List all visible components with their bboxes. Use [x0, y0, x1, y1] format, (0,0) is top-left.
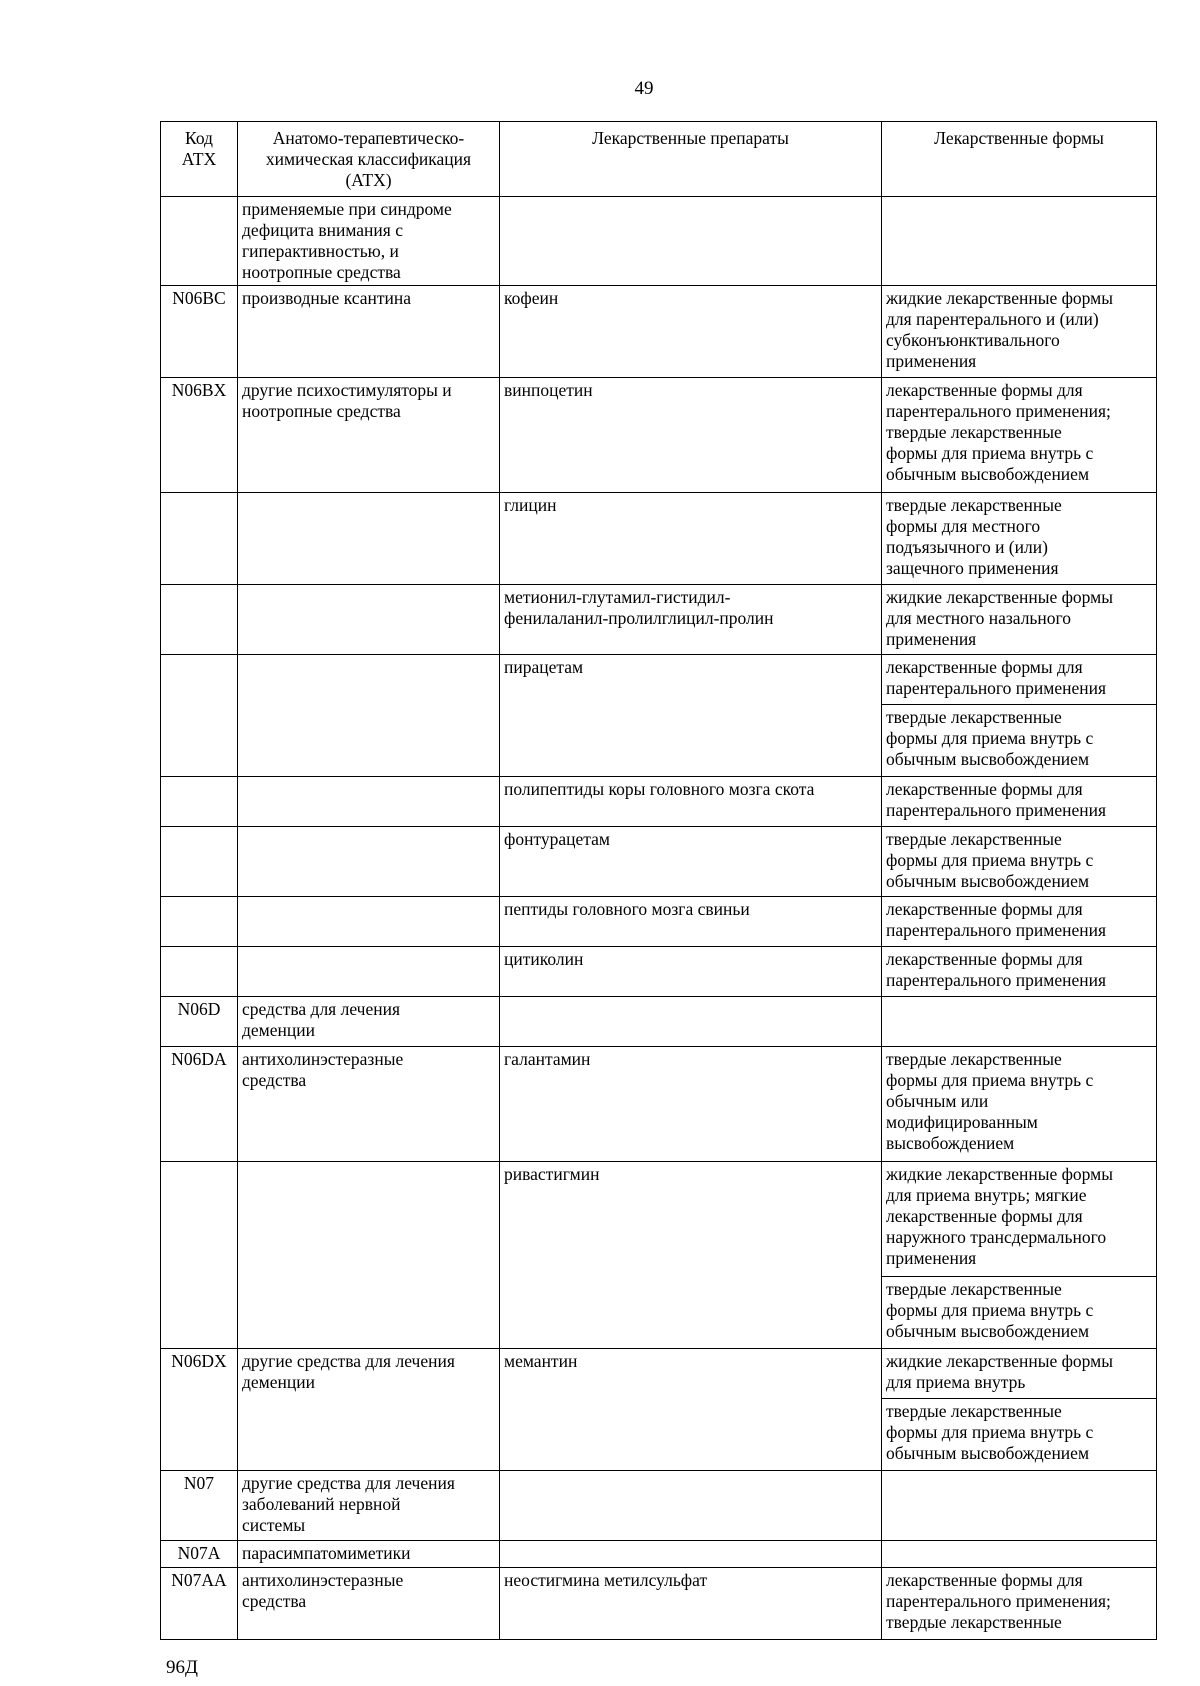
header-drugs: Лекарственные препараты [500, 122, 882, 197]
atx-code-cell: N06D [161, 997, 238, 1047]
dosage-form-cell: жидкие лекарственные формы для приема внутрь [882, 1349, 1157, 1399]
drug-name-cell: винпоцетин [500, 378, 882, 493]
header-code: Код АТХ [161, 122, 238, 197]
header-classification: Анатомо-терапевтическо-химическая классификация (АТХ) [238, 122, 500, 197]
drug-name-cell: галантамин [500, 1047, 882, 1162]
table-row [161, 827, 1157, 897]
atx-code-cell: N07AA [161, 1568, 238, 1640]
table-row [161, 286, 1157, 378]
atx-code-cell: N06BX [161, 378, 238, 493]
atx-code-cell [161, 197, 238, 286]
dosage-form-cell: лекарственные формы для парентерального применения; твердые лекарственные формы для приема внутрь с обычным высвобождением [882, 378, 1157, 493]
atx-drug-table [160, 121, 1157, 1640]
page-number: 49 [634, 78, 654, 99]
dosage-form-cell: твердые лекарственные формы для приема внутрь с обычным высвобождением [882, 1399, 1157, 1471]
drug-name-cell: пептиды головного мозга свиньи [500, 897, 882, 947]
dosage-form-cell: твердые лекарственные формы для приема внутрь с обычным высвобождением [882, 827, 1157, 897]
drug-name-cell: метионил-глутамил-гистидил- фенилаланил-пролилглицил-пролин [500, 585, 882, 655]
dosage-form-cell: жидкие лекарственные формы для парентерального и (или) субконъюнктивального применения [882, 286, 1157, 378]
dosage-form-cell: твердые лекарственные формы для приема внутрь с обычным высвобождением [882, 1277, 1157, 1349]
table-row [161, 1162, 1157, 1277]
dosage-form-cell [882, 997, 1157, 1047]
atx-code-cell: N06BC [161, 286, 238, 378]
atx-code-cell [161, 493, 238, 585]
dosage-form-cell: твердые лекарственные формы для приема внутрь с обычным высвобождением [882, 705, 1157, 777]
dosage-form-cell: твердые лекарственные формы для местного подъязычного и (или) защечного применения [882, 493, 1157, 585]
classification-cell [238, 947, 500, 997]
drug-name-cell: глицин [500, 493, 882, 585]
dosage-form-cell [882, 1541, 1157, 1568]
atx-code-cell [161, 1162, 238, 1349]
atx-code-cell: N06DX [161, 1349, 238, 1471]
atx-code-cell: N06DA [161, 1047, 238, 1162]
drug-name-cell: полипептиды коры головного мозга скота [500, 777, 882, 827]
classification-cell: другие средства для лечения заболеваний нервной системы [238, 1471, 500, 1541]
table-row [161, 197, 1157, 286]
classification-cell: применяемые при синдроме дефицита внимания с гиперактивностью, и ноотропные средства [238, 197, 500, 286]
header-forms: Лекарственные формы [882, 122, 1157, 197]
drug-name-cell: мемантин [500, 1349, 882, 1471]
classification-cell: антихолинэстеразные средства [238, 1568, 500, 1640]
drug-name-cell [500, 1541, 882, 1568]
drug-name-cell: цитиколин [500, 947, 882, 997]
table-row [161, 585, 1157, 655]
drug-name-cell: фонтурацетам [500, 827, 882, 897]
classification-cell [238, 493, 500, 585]
classification-cell: другие средства для лечения деменции [238, 1349, 500, 1471]
document-code: 96Д [166, 1657, 198, 1678]
table-row [161, 1047, 1157, 1162]
dosage-form-cell: жидкие лекарственные формы для приема внутрь; мягкие лекарственные формы для наружного трансдермального применения [882, 1162, 1157, 1277]
table-row [161, 777, 1157, 827]
table-header-row [161, 122, 1157, 197]
atx-code-cell: N07 [161, 1471, 238, 1541]
drug-name-cell: пирацетам [500, 655, 882, 777]
dosage-form-cell: жидкие лекарственные формы для местного назального применения [882, 585, 1157, 655]
table-row [161, 997, 1157, 1047]
table-row [161, 1568, 1157, 1640]
drug-name-cell: ривастигмин [500, 1162, 882, 1349]
dosage-form-cell: лекарственные формы для парентерального применения [882, 947, 1157, 997]
drug-name-cell: неостигмина метилсульфат [500, 1568, 882, 1640]
table-row [161, 655, 1157, 705]
atx-code-cell [161, 777, 238, 827]
atx-code-cell [161, 655, 238, 777]
dosage-form-cell: лекарственные формы для парентерального применения [882, 777, 1157, 827]
classification-cell: парасимпатомиметики [238, 1541, 500, 1568]
dosage-form-cell: лекарственные формы для парентерального применения; твердые лекарственные [882, 1568, 1157, 1640]
dosage-form-cell: твердые лекарственные формы для приема внутрь с обычным или модифицированным высвобождением [882, 1047, 1157, 1162]
drug-name-cell [500, 197, 882, 286]
drug-name-cell [500, 997, 882, 1047]
classification-cell [238, 655, 500, 777]
table-row [161, 1471, 1157, 1541]
classification-cell [238, 585, 500, 655]
classification-cell [238, 777, 500, 827]
table-row [161, 947, 1157, 997]
atx-code-cell [161, 827, 238, 897]
dosage-form-cell [882, 1471, 1157, 1541]
atx-code-cell [161, 897, 238, 947]
drug-name-cell [500, 1471, 882, 1541]
table-row [161, 378, 1157, 493]
classification-cell [238, 1162, 500, 1349]
drug-name-cell: кофеин [500, 286, 882, 378]
atx-code-cell: N07A [161, 1541, 238, 1568]
classification-cell [238, 897, 500, 947]
table-row [161, 1349, 1157, 1399]
dosage-form-cell [882, 197, 1157, 286]
atx-code-cell [161, 585, 238, 655]
classification-cell: средства для лечения деменции [238, 997, 500, 1047]
classification-cell [238, 827, 500, 897]
table-row [161, 1541, 1157, 1568]
dosage-form-cell: лекарственные формы для парентерального применения [882, 897, 1157, 947]
table-row [161, 493, 1157, 585]
classification-cell: другие психостимуляторы и ноотропные средства [238, 378, 500, 493]
classification-cell: производные ксантина [238, 286, 500, 378]
dosage-form-cell: лекарственные формы для парентерального применения [882, 655, 1157, 705]
classification-cell: антихолинэстеразные средства [238, 1047, 500, 1162]
atx-code-cell [161, 947, 238, 997]
table-row [161, 897, 1157, 947]
